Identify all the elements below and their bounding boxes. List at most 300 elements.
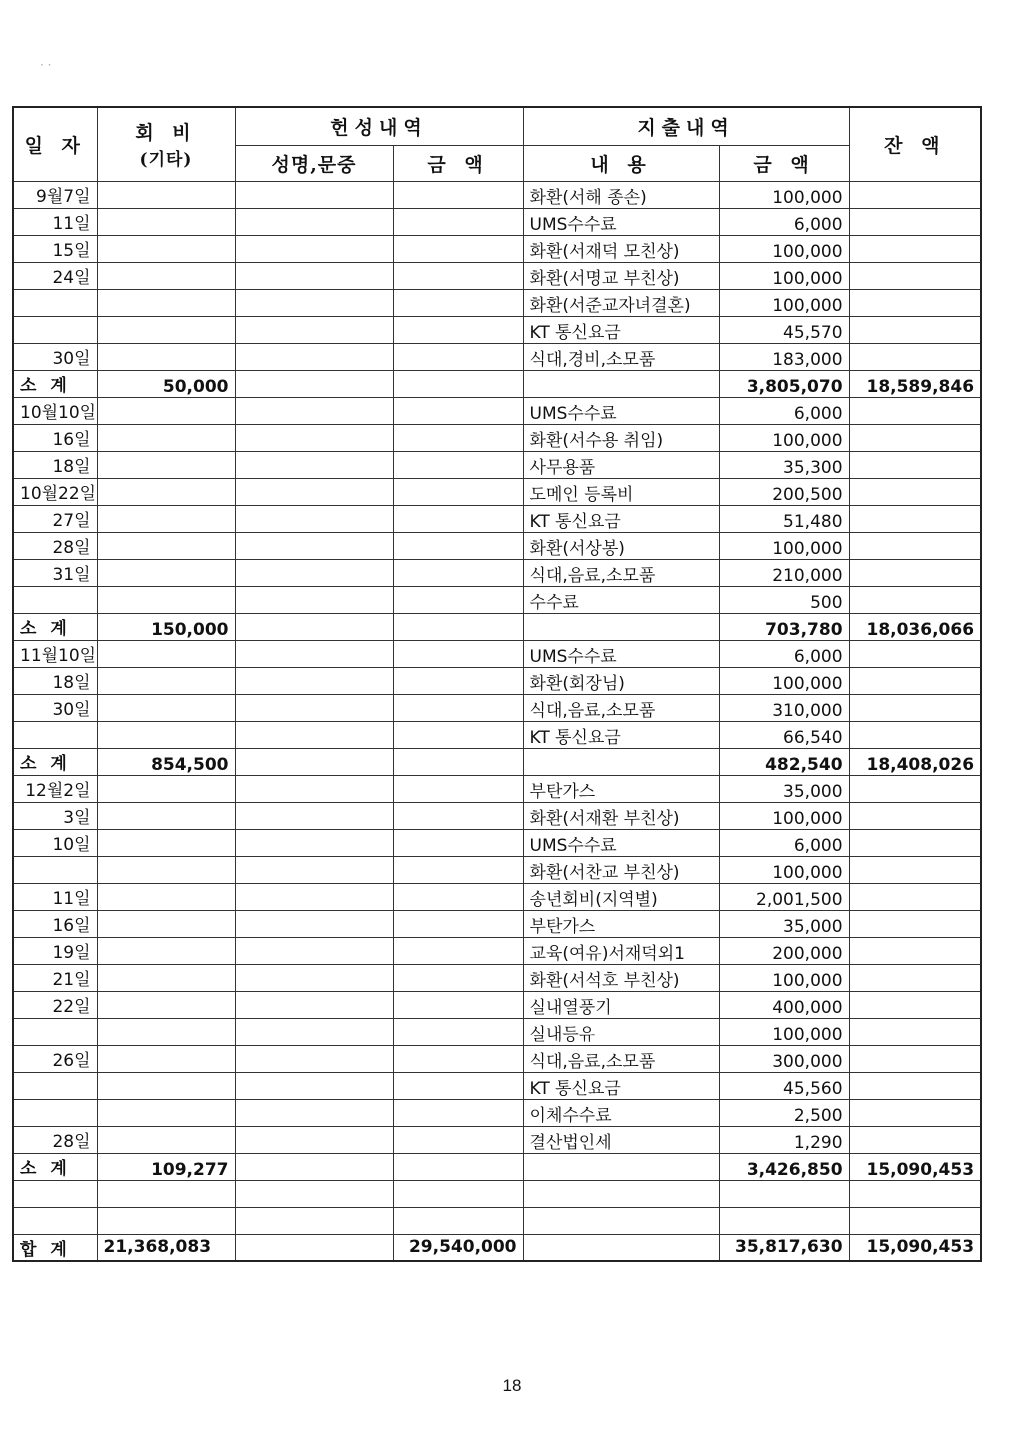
row-fee [97, 1018, 235, 1045]
row-balance [849, 991, 981, 1018]
row-date: 12월2일 [13, 775, 97, 802]
blank-cell [523, 1207, 719, 1234]
row-balance [849, 532, 981, 559]
row-donation-amount [393, 721, 523, 748]
row-donor [235, 721, 393, 748]
row-fee [97, 316, 235, 343]
subtotal-desc [523, 370, 719, 397]
row-donation-amount [393, 559, 523, 586]
row-expense-desc: UMS수수료 [523, 397, 719, 424]
row-donor [235, 1072, 393, 1099]
subtotal-label: 소 계 [13, 370, 97, 397]
row-expense-amount: 100,000 [719, 235, 849, 262]
row-date: 10월10일 [13, 397, 97, 424]
subtotal-desc [523, 748, 719, 775]
subtotal-expense: 482,540 [719, 748, 849, 775]
row-balance [849, 1072, 981, 1099]
subtotal-donation [393, 1153, 523, 1180]
subtotal-row [13, 1153, 981, 1180]
row-expense-amount: 6,000 [719, 397, 849, 424]
row-expense-desc: 식대,음료,소모품 [523, 1045, 719, 1072]
header-fee-line1: 회 비 [135, 122, 197, 145]
row-balance [849, 829, 981, 856]
header-donation: 헌성내역 [235, 107, 523, 145]
row-balance [849, 316, 981, 343]
row-expense-desc: 사무용품 [523, 451, 719, 478]
row-expense-desc: UMS수수료 [523, 208, 719, 235]
ledger-row [13, 829, 981, 856]
row-fee [97, 208, 235, 235]
ledger-row [13, 1099, 981, 1126]
row-date: 16일 [13, 910, 97, 937]
row-balance [849, 964, 981, 991]
subtotal-row [13, 748, 981, 775]
row-donation-amount [393, 424, 523, 451]
row-date: 21일 [13, 964, 97, 991]
row-donation-amount [393, 316, 523, 343]
row-donation-amount [393, 883, 523, 910]
row-fee [97, 721, 235, 748]
row-balance [849, 262, 981, 289]
subtotal-donor [235, 370, 393, 397]
row-fee [97, 1045, 235, 1072]
row-fee [97, 964, 235, 991]
row-date [13, 1072, 97, 1099]
row-donation-amount [393, 937, 523, 964]
grand-total-expense: 35,817,630 [719, 1234, 849, 1261]
subtotal-fee: 150,000 [97, 613, 235, 640]
blank-cell [849, 1180, 981, 1207]
row-donation-amount [393, 1045, 523, 1072]
ledger-row [13, 208, 981, 235]
row-fee [97, 694, 235, 721]
subtotal-donation [393, 370, 523, 397]
row-donor [235, 532, 393, 559]
row-donation-amount [393, 478, 523, 505]
blank-cell [13, 1207, 97, 1234]
row-donation-amount [393, 802, 523, 829]
ledger-row [13, 586, 981, 613]
row-fee [97, 1072, 235, 1099]
row-donation-amount [393, 289, 523, 316]
row-donation-amount [393, 451, 523, 478]
row-donation-amount [393, 1126, 523, 1153]
header-fee [97, 107, 235, 181]
row-balance [849, 505, 981, 532]
row-date: 31일 [13, 559, 97, 586]
row-balance [849, 559, 981, 586]
row-expense-desc: 화환(서준교자녀결혼) [523, 289, 719, 316]
row-date: 9월7일 [13, 181, 97, 208]
row-expense-amount: 310,000 [719, 694, 849, 721]
row-balance [849, 208, 981, 235]
grand-total-donor [235, 1234, 393, 1261]
row-donation-amount [393, 505, 523, 532]
row-date [13, 1099, 97, 1126]
row-expense-desc: 송년회비(지역별) [523, 883, 719, 910]
row-donor [235, 802, 393, 829]
row-expense-desc: 이체수수료 [523, 1099, 719, 1126]
ledger-row [13, 883, 981, 910]
subtotal-expense: 703,780 [719, 613, 849, 640]
row-date [13, 721, 97, 748]
row-date: 30일 [13, 343, 97, 370]
row-date: 24일 [13, 262, 97, 289]
header-donation-amount: 금 액 [393, 145, 523, 181]
row-expense-amount: 1,290 [719, 1126, 849, 1153]
grand-total-balance: 15,090,453 [849, 1234, 981, 1261]
row-donor [235, 640, 393, 667]
ledger-row [13, 667, 981, 694]
row-expense-desc: 결산법인세 [523, 1126, 719, 1153]
row-expense-amount: 35,300 [719, 451, 849, 478]
row-expense-desc: 화환(서재환 부친상) [523, 802, 719, 829]
row-donation-amount [393, 775, 523, 802]
row-balance [849, 1126, 981, 1153]
row-balance [849, 289, 981, 316]
row-expense-amount: 100,000 [719, 802, 849, 829]
row-fee [97, 910, 235, 937]
row-balance [849, 397, 981, 424]
scan-speck: · · [40, 58, 52, 72]
row-donation-amount [393, 1099, 523, 1126]
subtotal-balance: 18,589,846 [849, 370, 981, 397]
row-donation-amount [393, 991, 523, 1018]
row-fee [97, 856, 235, 883]
header-donor-name: 성명,문중 [235, 145, 393, 181]
row-expense-amount: 66,540 [719, 721, 849, 748]
row-donation-amount [393, 208, 523, 235]
row-fee [97, 532, 235, 559]
row-donor [235, 235, 393, 262]
row-fee [97, 640, 235, 667]
row-expense-amount: 100,000 [719, 856, 849, 883]
row-donation-amount [393, 964, 523, 991]
row-balance [849, 451, 981, 478]
row-expense-amount: 35,000 [719, 775, 849, 802]
row-donor [235, 991, 393, 1018]
row-donation-amount [393, 235, 523, 262]
subtotal-balance: 18,408,026 [849, 748, 981, 775]
row-expense-amount: 100,000 [719, 424, 849, 451]
row-donation-amount [393, 910, 523, 937]
blank-cell [97, 1207, 235, 1234]
row-fee [97, 235, 235, 262]
ledger-row [13, 289, 981, 316]
ledger-row [13, 1126, 981, 1153]
row-balance [849, 910, 981, 937]
row-donor [235, 667, 393, 694]
ledger-row [13, 910, 981, 937]
grand-total-donation: 29,540,000 [393, 1234, 523, 1261]
subtotal-donor [235, 1153, 393, 1180]
header-date: 일 자 [13, 107, 97, 181]
ledger-row [13, 1072, 981, 1099]
ledger-row [13, 505, 981, 532]
row-expense-desc: 부탄가스 [523, 775, 719, 802]
row-fee [97, 451, 235, 478]
ledger-table [12, 106, 982, 1262]
row-donation-amount [393, 667, 523, 694]
row-donor [235, 316, 393, 343]
row-donor [235, 262, 393, 289]
row-balance [849, 343, 981, 370]
subtotal-donation [393, 613, 523, 640]
row-donor [235, 910, 393, 937]
row-date: 11월10일 [13, 640, 97, 667]
blank-cell [235, 1180, 393, 1207]
subtotal-row [13, 613, 981, 640]
ledger-row [13, 856, 981, 883]
row-donor [235, 856, 393, 883]
row-expense-desc: UMS수수료 [523, 640, 719, 667]
row-donation-amount [393, 640, 523, 667]
subtotal-expense: 3,426,850 [719, 1153, 849, 1180]
subtotal-fee: 109,277 [97, 1153, 235, 1180]
row-expense-amount: 6,000 [719, 829, 849, 856]
row-donation-amount [393, 586, 523, 613]
row-donor [235, 1018, 393, 1045]
header-expense: 지출내역 [523, 107, 849, 145]
row-balance [849, 478, 981, 505]
row-fee [97, 937, 235, 964]
row-donation-amount [393, 1018, 523, 1045]
grand-total-label: 합 계 [13, 1234, 97, 1261]
row-fee [97, 586, 235, 613]
row-balance [849, 1045, 981, 1072]
row-balance [849, 883, 981, 910]
row-fee [97, 829, 235, 856]
row-donor [235, 964, 393, 991]
subtotal-label: 소 계 [13, 613, 97, 640]
ledger-row [13, 451, 981, 478]
row-date: 15일 [13, 235, 97, 262]
row-date: 28일 [13, 532, 97, 559]
row-expense-desc: 실내열풍기 [523, 991, 719, 1018]
row-expense-amount: 183,000 [719, 343, 849, 370]
row-date: 3일 [13, 802, 97, 829]
row-donor [235, 181, 393, 208]
row-donor [235, 559, 393, 586]
row-expense-amount: 300,000 [719, 1045, 849, 1072]
row-donor [235, 343, 393, 370]
subtotal-fee: 50,000 [97, 370, 235, 397]
row-expense-desc: 화환(서찬교 부친상) [523, 856, 719, 883]
row-date: 18일 [13, 451, 97, 478]
row-expense-desc: 화환(서상봉) [523, 532, 719, 559]
row-donor [235, 937, 393, 964]
row-expense-desc: UMS수수료 [523, 829, 719, 856]
row-donor [235, 397, 393, 424]
row-fee [97, 397, 235, 424]
ledger-row [13, 262, 981, 289]
row-balance [849, 181, 981, 208]
row-donation-amount [393, 181, 523, 208]
row-expense-desc: 수수료 [523, 586, 719, 613]
row-balance [849, 856, 981, 883]
row-donor [235, 694, 393, 721]
ledger-row [13, 532, 981, 559]
row-balance [849, 235, 981, 262]
blank-cell [523, 1180, 719, 1207]
row-donor [235, 424, 393, 451]
row-expense-desc: 실내등유 [523, 1018, 719, 1045]
row-balance [849, 694, 981, 721]
row-donor [235, 289, 393, 316]
row-balance [849, 1018, 981, 1045]
row-balance [849, 1099, 981, 1126]
ledger-row [13, 181, 981, 208]
row-date [13, 316, 97, 343]
blank-cell [97, 1180, 235, 1207]
ledger-row [13, 397, 981, 424]
row-expense-amount: 200,500 [719, 478, 849, 505]
blank-row [13, 1180, 981, 1207]
row-fee [97, 424, 235, 451]
row-expense-desc: 도메인 등록비 [523, 478, 719, 505]
grand-total-desc [523, 1234, 719, 1261]
row-expense-amount: 100,000 [719, 1018, 849, 1045]
subtotal-donor [235, 613, 393, 640]
row-expense-desc: 교육(여유)서재덕외1 [523, 937, 719, 964]
row-balance [849, 802, 981, 829]
row-fee [97, 478, 235, 505]
row-donor [235, 883, 393, 910]
subtotal-label: 소 계 [13, 1153, 97, 1180]
row-date: 30일 [13, 694, 97, 721]
row-fee [97, 802, 235, 829]
row-donation-amount [393, 262, 523, 289]
row-fee [97, 343, 235, 370]
row-expense-desc: 화환(서석호 부친상) [523, 964, 719, 991]
row-donation-amount [393, 1072, 523, 1099]
row-date: 27일 [13, 505, 97, 532]
row-fee [97, 262, 235, 289]
row-fee [97, 667, 235, 694]
ledger-row [13, 802, 981, 829]
row-donor [235, 208, 393, 235]
subtotal-desc [523, 613, 719, 640]
ledger-row [13, 478, 981, 505]
row-fee [97, 883, 235, 910]
row-expense-amount: 45,560 [719, 1072, 849, 1099]
row-date: 11일 [13, 883, 97, 910]
row-donation-amount [393, 694, 523, 721]
row-date [13, 856, 97, 883]
row-donor [235, 829, 393, 856]
ledger-row [13, 343, 981, 370]
row-fee [97, 991, 235, 1018]
row-expense-amount: 100,000 [719, 181, 849, 208]
row-fee [97, 1099, 235, 1126]
ledger-row [13, 235, 981, 262]
row-expense-desc: 식대,경비,소모품 [523, 343, 719, 370]
row-expense-desc: 식대,음료,소모품 [523, 559, 719, 586]
ledger-row [13, 559, 981, 586]
ledger-row [13, 694, 981, 721]
row-expense-amount: 500 [719, 586, 849, 613]
row-date: 28일 [13, 1126, 97, 1153]
row-donor [235, 1099, 393, 1126]
row-date: 10월22일 [13, 478, 97, 505]
blank-cell [719, 1207, 849, 1234]
row-date: 18일 [13, 667, 97, 694]
grand-total-fee: 21,368,083 [97, 1234, 235, 1261]
subtotal-donor [235, 748, 393, 775]
subtotal-row [13, 370, 981, 397]
row-expense-amount: 100,000 [719, 667, 849, 694]
grand-total-row [13, 1234, 981, 1261]
row-expense-desc: KT 통신요금 [523, 505, 719, 532]
row-donor [235, 1126, 393, 1153]
row-expense-desc: 화환(서수용 취임) [523, 424, 719, 451]
row-balance [849, 424, 981, 451]
row-date: 26일 [13, 1045, 97, 1072]
row-balance [849, 721, 981, 748]
blank-cell [393, 1207, 523, 1234]
row-date [13, 1018, 97, 1045]
row-fee [97, 775, 235, 802]
row-donation-amount [393, 397, 523, 424]
row-balance [849, 586, 981, 613]
row-expense-desc: 화환(서명교 부친상) [523, 262, 719, 289]
row-donation-amount [393, 343, 523, 370]
header-balance: 잔 액 [849, 107, 981, 181]
blank-row [13, 1207, 981, 1234]
row-expense-desc: 화환(서해 종손) [523, 181, 719, 208]
subtotal-desc [523, 1153, 719, 1180]
row-fee [97, 181, 235, 208]
row-expense-amount: 100,000 [719, 289, 849, 316]
row-expense-desc: 식대,음료,소모품 [523, 694, 719, 721]
row-balance [849, 667, 981, 694]
row-donor [235, 1045, 393, 1072]
row-expense-desc: KT 통신요금 [523, 316, 719, 343]
ledger-row [13, 964, 981, 991]
row-donation-amount [393, 532, 523, 559]
blank-cell [235, 1207, 393, 1234]
blank-cell [849, 1207, 981, 1234]
row-expense-amount: 6,000 [719, 208, 849, 235]
row-fee [97, 289, 235, 316]
row-date: 10일 [13, 829, 97, 856]
row-date [13, 289, 97, 316]
subtotal-fee: 854,500 [97, 748, 235, 775]
row-donor [235, 451, 393, 478]
row-expense-amount: 100,000 [719, 262, 849, 289]
ledger-body [13, 181, 981, 1234]
row-fee [97, 505, 235, 532]
row-expense-desc: KT 통신요금 [523, 721, 719, 748]
ledger-row [13, 1018, 981, 1045]
row-donor [235, 586, 393, 613]
row-expense-amount: 35,000 [719, 910, 849, 937]
blank-cell [719, 1180, 849, 1207]
row-expense-amount: 51,480 [719, 505, 849, 532]
row-donor [235, 478, 393, 505]
row-donor [235, 775, 393, 802]
row-date: 16일 [13, 424, 97, 451]
header-expense-desc: 내 용 [523, 145, 719, 181]
ledger-row [13, 424, 981, 451]
row-expense-amount: 210,000 [719, 559, 849, 586]
ledger-row [13, 775, 981, 802]
subtotal-label: 소 계 [13, 748, 97, 775]
row-expense-desc: KT 통신요금 [523, 1072, 719, 1099]
row-expense-amount: 45,570 [719, 316, 849, 343]
row-expense-amount: 2,500 [719, 1099, 849, 1126]
subtotal-balance: 15,090,453 [849, 1153, 981, 1180]
